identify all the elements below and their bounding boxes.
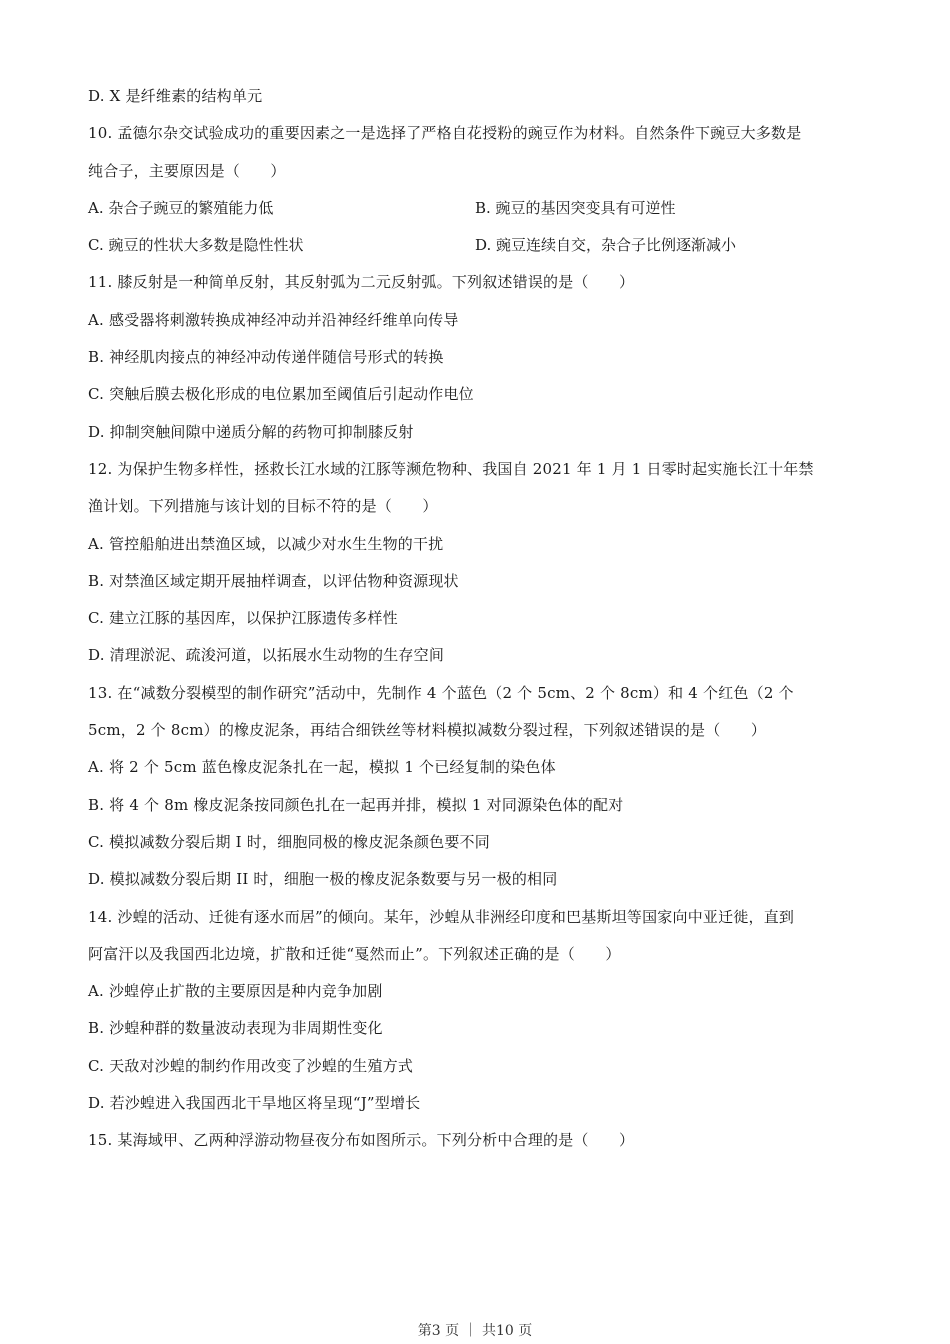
q11-option-a: A. 感受器将刺激转换成神经冲动并沿神经纤维单向传导 [88,310,459,329]
q10-stem-line2: 纯合子，主要原因是（ ） [88,161,286,180]
q11-option-d: D. 抑制突触间隙中递质分解的药物可抑制膝反射 [88,422,414,441]
q12-stem-line2: 渔计划。下列措施与该计划的目标不符的是（ ） [88,497,438,516]
q12-option-d: D. 清理淤泥、疏浚河道，以拓展水生动物的生存空间 [88,646,445,665]
q14-stem-line2: 阿富汗以及我国西北边境，扩散和迁徙“戛然而止”。下列叙述正确的是（ ） [88,944,621,963]
q10-stem-line1: 10. 孟德尔杂交试验成功的重要因素之一是选择了严格自花授粉的豌豆作为材料。自然条件下豌豆大多数是 [88,124,802,143]
q11-option-c: C. 突触后膜去极化形成的电位累加至阈值后引起动作电位 [88,385,474,404]
q12-option-c: C. 建立江豚的基因库，以保护江豚遗传多样性 [88,609,398,628]
q10-options-row1 [88,190,878,227]
q14-option-d: D. 若沙蝗进入我国西北干旱地区将呈现“J”型增长 [88,1094,421,1113]
q14-option-b: B. 沙蝗种群的数量波动表现为非周期性变化 [88,1019,383,1038]
q10-option-c: C. 豌豆的性状大多数是隐性性状 [88,236,304,255]
q9-option-d: D. X 是纤维素的结构单元 [88,87,263,105]
page-footer: 第3 页 ｜ 共10 页 [417,1323,533,1339]
q13-stem-line1: 13. 在“减数分裂模型的制作研究”活动中，先制作 4 个蓝色（2 个 5cm、2 个 8cm）和 4 个红色（2 个 [88,683,794,702]
q10-options-row2 [88,227,878,264]
q13-stem-line2: 5cm，2 个 8cm）的橡皮泥条，再结合细铁丝等材料模拟减数分裂过程，下列叙述错误的是（ ） [88,721,767,740]
q10-option-b: B. 豌豆的基因突变具有可逆性 [475,198,676,217]
q11-stem: 11. 膝反射是一种简单反射，其反射弧为二元反射弧。下列叙述错误的是（ ） [88,273,635,292]
document-page [88,78,878,1160]
q14-stem-line1: 14. 沙蝗的活动、迁徙有逐水而居”的倾向。某年，沙蝗从非洲经印度和巴基斯坦等国家向中亚迁徙，直到 [88,907,795,926]
q12-stem-line1: 12. 为保护生物多样性，拯救长江水域的江豚等濒危物种、我国自 2021 年 1 月 1 日零时起实施长江十年禁 [88,459,814,478]
q13-option-c: C. 模拟减数分裂后期 I 时，细胞同极的橡皮泥条颜色要不同 [88,832,490,851]
q14-option-c: C. 天敌对沙蝗的制约作用改变了沙蝗的生殖方式 [88,1056,414,1075]
q15-stem: 15. 某海域甲、乙两种浮游动物昼夜分布如图所示。下列分析中合理的是（ ） [88,1131,635,1150]
q14-option-a: A. 沙蝗停止扩散的主要原因是种内竞争加剧 [88,982,383,1001]
q10-option-a: A. 杂合子豌豆的繁殖能力低 [88,198,274,217]
q13-option-a: A. 将 2 个 5cm 蓝色橡皮泥条扎在一起，模拟 1 个已经复制的染色体 [88,758,556,777]
q13-option-b: B. 将 4 个 8m 橡皮泥条按同颜色扎在一起再并排，模拟 1 对同源染色体的配对 [88,795,624,814]
q13-option-d: D. 模拟减数分裂后期 II 时，细胞一极的橡皮泥条数要与另一极的相同 [88,870,558,889]
q11-option-b: B. 神经肌肉接点的神经冲动传递伴随信号形式的转换 [88,348,444,367]
q12-option-a: A. 管控船舶进出禁渔区域，以减少对水生生物的干扰 [88,534,444,553]
q12-option-b: B. 对禁渔区域定期开展抽样调查，以评估物种资源现状 [88,571,459,590]
q10-option-d: D. 豌豆连续自交，杂合子比例逐渐减小 [475,236,737,255]
